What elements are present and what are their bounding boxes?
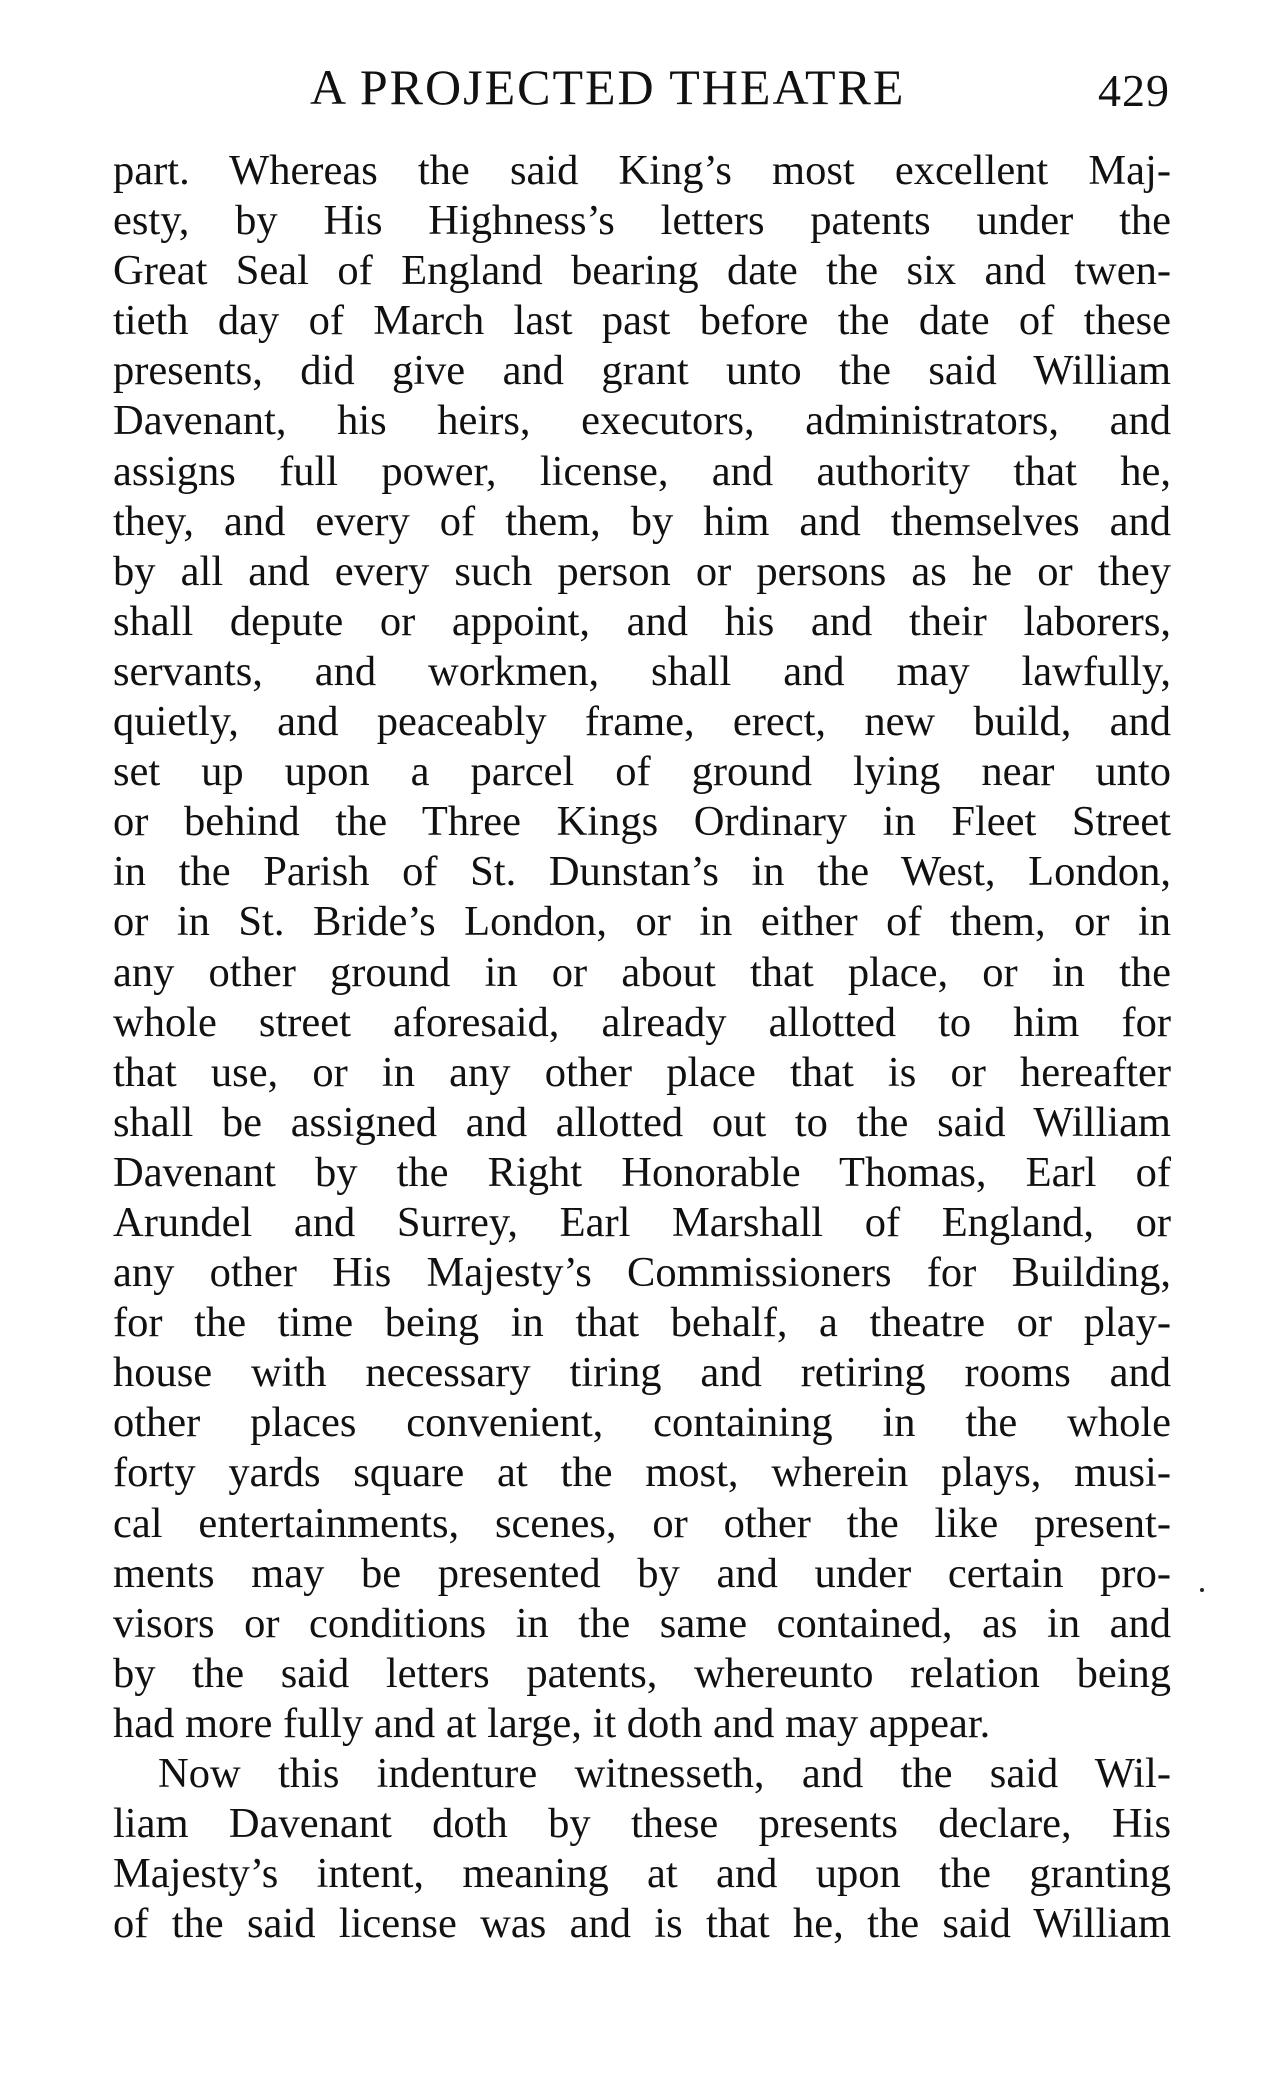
paragraph-2 (113, 1749, 1171, 1949)
paragraph-1 (113, 146, 1171, 1749)
text-line: liam Davenant doth by these presents declare, His (113, 1800, 1171, 1848)
text-line: by the said letters patents, whereunto relation being (113, 1649, 1171, 1697)
text-line: esty, by His Highness’s letters patents under the (113, 197, 1171, 245)
text-line: or in St. Bride’s London, or in either of them, or in (113, 898, 1171, 946)
text-line: visors or conditions in the same contained, as in and (113, 1599, 1171, 1647)
text-line: set up upon a parcel of ground lying near unto (113, 748, 1171, 796)
text-line: tieth day of March last past before the date of these (113, 297, 1171, 345)
text-line: servants, and workmen, shall and may lawfully, (113, 647, 1171, 695)
text-line: had more fully and at large, it doth and may appear. (113, 1699, 991, 1747)
text-line: house with necessary tiring and retiring rooms and (113, 1349, 1171, 1397)
text-line: other places convenient, containing in the whole (113, 1399, 1171, 1447)
text-line: in the Parish of St. Dunstan’s in the West, London, (113, 848, 1171, 896)
text-line: Majesty’s intent, meaning at and upon the granting (113, 1850, 1171, 1898)
text-line: Great Seal of England bearing date the six and twen- (113, 247, 1171, 295)
text-line: forty yards square at the most, wherein plays, musi- (113, 1449, 1171, 1497)
text-line: that use, or in any other place that is or hereafter (113, 1048, 1171, 1096)
text-line: ments may be presented by and under certain pro- (113, 1549, 1171, 1597)
text-line: any other His Majesty’s Commissioners for Building, (113, 1249, 1171, 1297)
text-line: cal entertainments, scenes, or other the like present- (113, 1499, 1171, 1547)
text-line: shall be assigned and allotted out to the said William (113, 1098, 1171, 1146)
text-line: presents, did give and grant unto the said William (113, 347, 1171, 395)
text-line: for the time being in that behalf, a theatre or play- (113, 1299, 1171, 1347)
text-line: or behind the Three Kings Ordinary in Fleet Street (113, 798, 1171, 846)
text-line: quietly, and peaceably frame, erect, new build, and (113, 698, 1171, 746)
text-line: assigns full power, license, and authority that he, (113, 447, 1171, 495)
text-line: Arundel and Surrey, Earl Marshall of England, or (113, 1198, 1171, 1246)
margin-speck (1200, 1588, 1204, 1592)
text-line: part. Whereas the said King’s most excellent Maj- (113, 147, 1171, 194)
text-line: Davenant by the Right Honorable Thomas, Earl of (113, 1148, 1171, 1196)
text-line: shall depute or appoint, and his and their laborers, (113, 597, 1171, 645)
page-number: 429 (1098, 65, 1170, 116)
text-line: any other ground in or about that place, or in the (113, 948, 1171, 996)
body-text (113, 146, 1171, 1949)
text-line: by all and every such person or persons as he or they (113, 547, 1171, 595)
text-line: of the said license was and is that he, the said William (113, 1900, 1171, 1948)
text-line: Now this indenture witnesseth, and the said Wil- (158, 1750, 1171, 1797)
text-line: whole street aforesaid, already allotted to him for (113, 998, 1171, 1046)
text-line: Davenant, his heirs, executors, administrators, and (113, 397, 1171, 445)
text-line: they, and every of them, by him and themselves and (113, 497, 1171, 545)
running-title: A PROJECTED THEATRE (310, 59, 906, 115)
running-head (110, 52, 1170, 122)
